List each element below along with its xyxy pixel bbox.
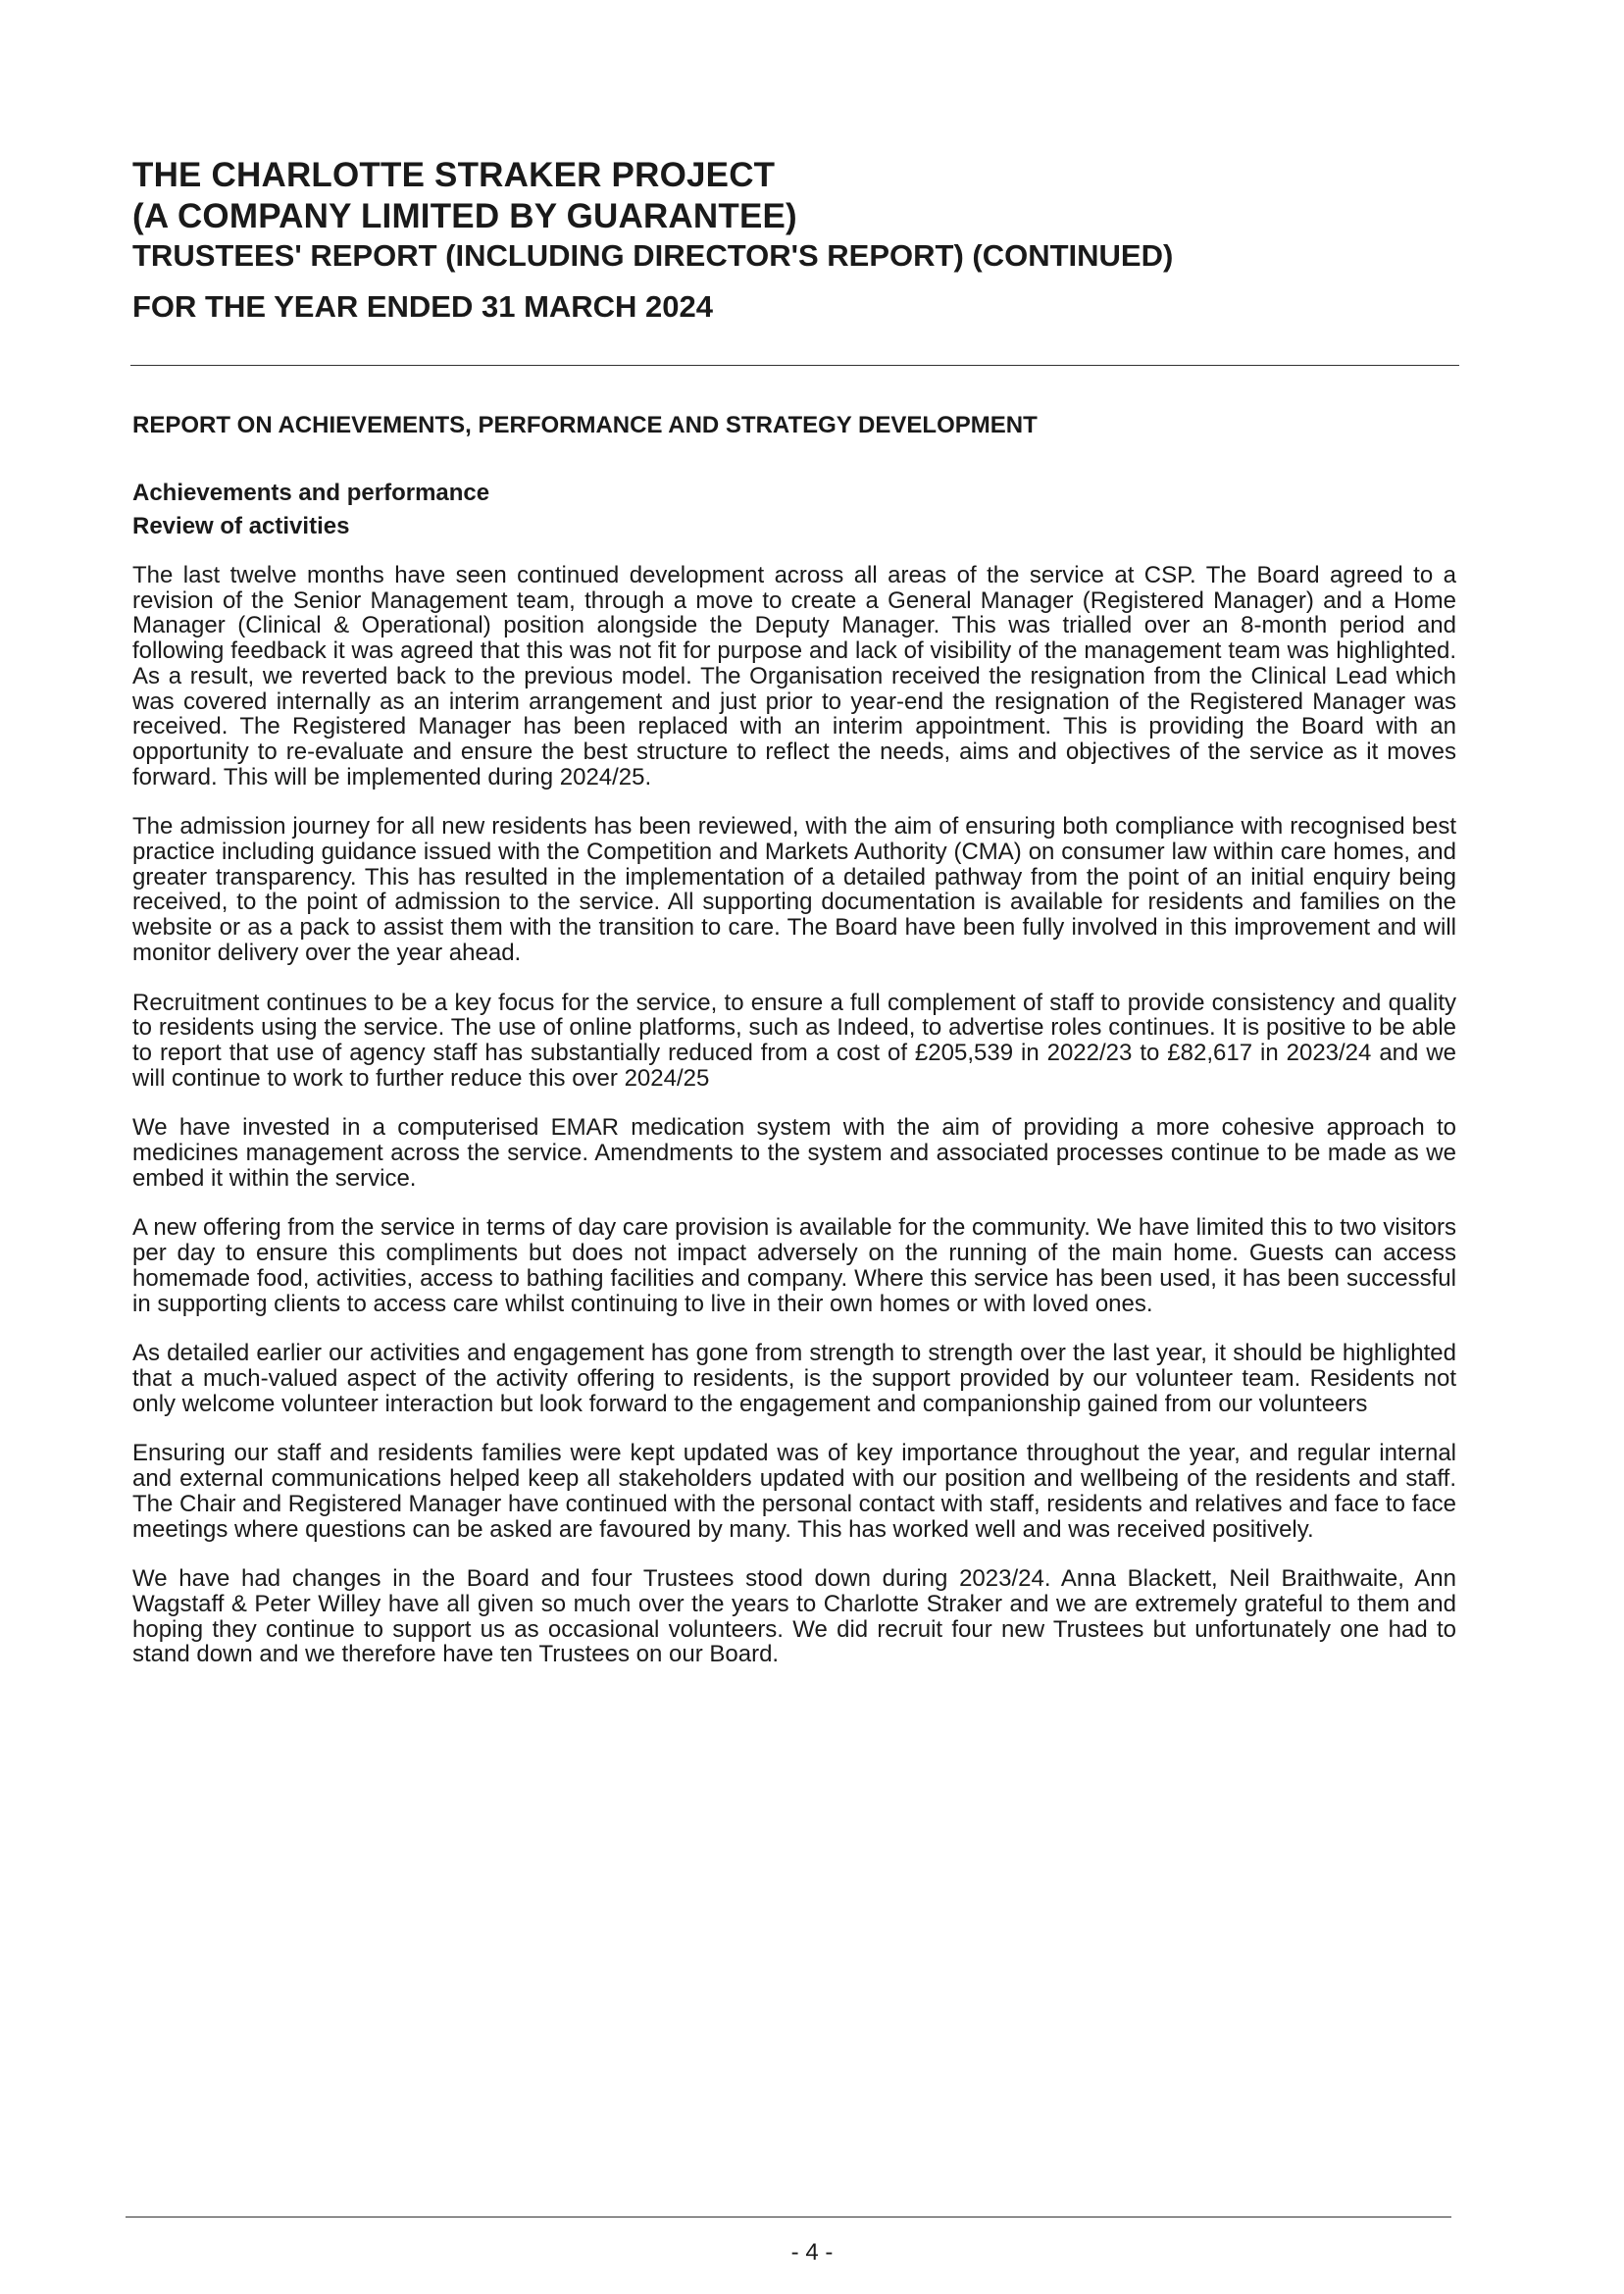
company-type: (A COMPANY LIMITED BY GUARANTEE) bbox=[132, 197, 797, 235]
paragraph: We have had changes in the Board and four Trustees stood down during 2023/24. Anna Blackett, Neil Braithwaite, Ann Wagstaff & Peter Willey have all given so much over the years to Charlotte Straker and we are extremely grateful to them and hoping they continue to support us as occasional volunteers. We did recruit four new Trustees but unfortunately one had to stand down and we therefore have ten Trustees on our Board. bbox=[132, 1565, 1456, 1668]
paragraph: As detailed earlier our activities and engagement has gone from strength to strength over the last year, it should be highlighted that a much-valued aspect of the activity offering to residents, is the support provided by our volunteer team. Residents not only welcome volunteer interaction but look forward to the engagement and companionship gained from our volunteers bbox=[132, 1340, 1456, 1417]
subheading-achievements: Achievements and performance bbox=[132, 480, 490, 506]
report-body bbox=[132, 410, 1456, 1692]
organisation-name: THE CHARLOTTE STRAKER PROJECT bbox=[132, 156, 776, 194]
paragraph: We have invested in a computerised EMAR medication system with the aim of providing a more cohesive approach to medicines management across the service. Amendments to the system and associated processes continue to be made as we embed it within the service. bbox=[132, 1114, 1456, 1192]
paragraph: A new offering from the service in terms of day care provision is available for the community. We have limited this to two visitors per day to ensure this compliments but does not impact adversely on the running of the main home. Guests can access homemade food, activities, access to bathing facilities and company. Where this service has been used, it has been successful in supporting clients to access care whilst continuing to live in their own homes or with loved ones. bbox=[132, 1214, 1456, 1317]
paragraph: The last twelve months have seen continued development across all areas of the service at CSP. The Board agreed to a revision of the Senior Management team, through a move to create a General Manager (Registered Manager) and a Home Manager (Clinical & Operational) position alongside the Deputy Manager. This was trialled over an 8-month period and following feedback it was agreed that this was not fit for purpose and lack of visibility of the management team was highlighted. As a result, we reverted back to the previous model. The Organisation received the resignation from the Clinical Lead which was covered internally as an interim arrangement and just prior to year-end the resignation of the Registered Manager was received. The Registered Manager has been replaced with an interim appointment. This is providing the Board with an opportunity to re-evaluate and ensure the best structure to reflect the needs, aims and objectives of the service as it moves forward. This will be implemented during 2024/25. bbox=[132, 562, 1456, 790]
header-divider bbox=[130, 365, 1459, 366]
footer-divider bbox=[126, 2217, 1451, 2218]
subheading-review: Review of activities bbox=[132, 513, 350, 539]
report-period: FOR THE YEAR ENDED 31 MARCH 2024 bbox=[132, 289, 714, 324]
paragraph: Ensuring our staff and residents families were kept updated was of key importance throughout the year, and regular internal and external communications helped keep all stakeholders updated with our position and wellbeing of the residents and staff. The Chair and Registered Manager have continued with the personal contact with staff, residents and relatives and face to face meetings where questions can be asked are favoured by many. This has worked well and was received positively. bbox=[132, 1440, 1456, 1543]
paragraph: The admission journey for all new residents has been reviewed, with the aim of ensuring both compliance with recognised best practice including guidance issued with the Competition and Markets Authority (CMA) on consumer law within care homes, and greater transparency. This has resulted in the implementation of a detailed pathway from the point of an initial enquiry being received, to the point of admission to the service. All supporting documentation is available for residents and families on the website or as a pack to assist them with the transition to care. The Board have been fully involved in this improvement and will monitor delivery over the year ahead. bbox=[132, 813, 1456, 966]
section-title: REPORT ON ACHIEVEMENTS, PERFORMANCE AND STRATEGY DEVELOPMENT bbox=[132, 412, 1038, 438]
paragraph: Recruitment continues to be a key focus for the service, to ensure a full complement of staff to provide consistency and quality to residents using the service. The use of online platforms, such as Indeed, to advertise roles continues. It is positive to be able to report that use of agency staff has substantially reduced from a cost of £205,539 in 2022/23 to £82,617 in 2023/24 and we will continue to work to further reduce this over 2024/25 bbox=[132, 989, 1456, 1092]
report-header bbox=[132, 155, 1466, 326]
report-title: TRUSTEES' REPORT (INCLUDING DIRECTOR'S REPORT) (CONTINUED) bbox=[132, 238, 1174, 273]
page-number: - 4 - bbox=[790, 2239, 834, 2266]
